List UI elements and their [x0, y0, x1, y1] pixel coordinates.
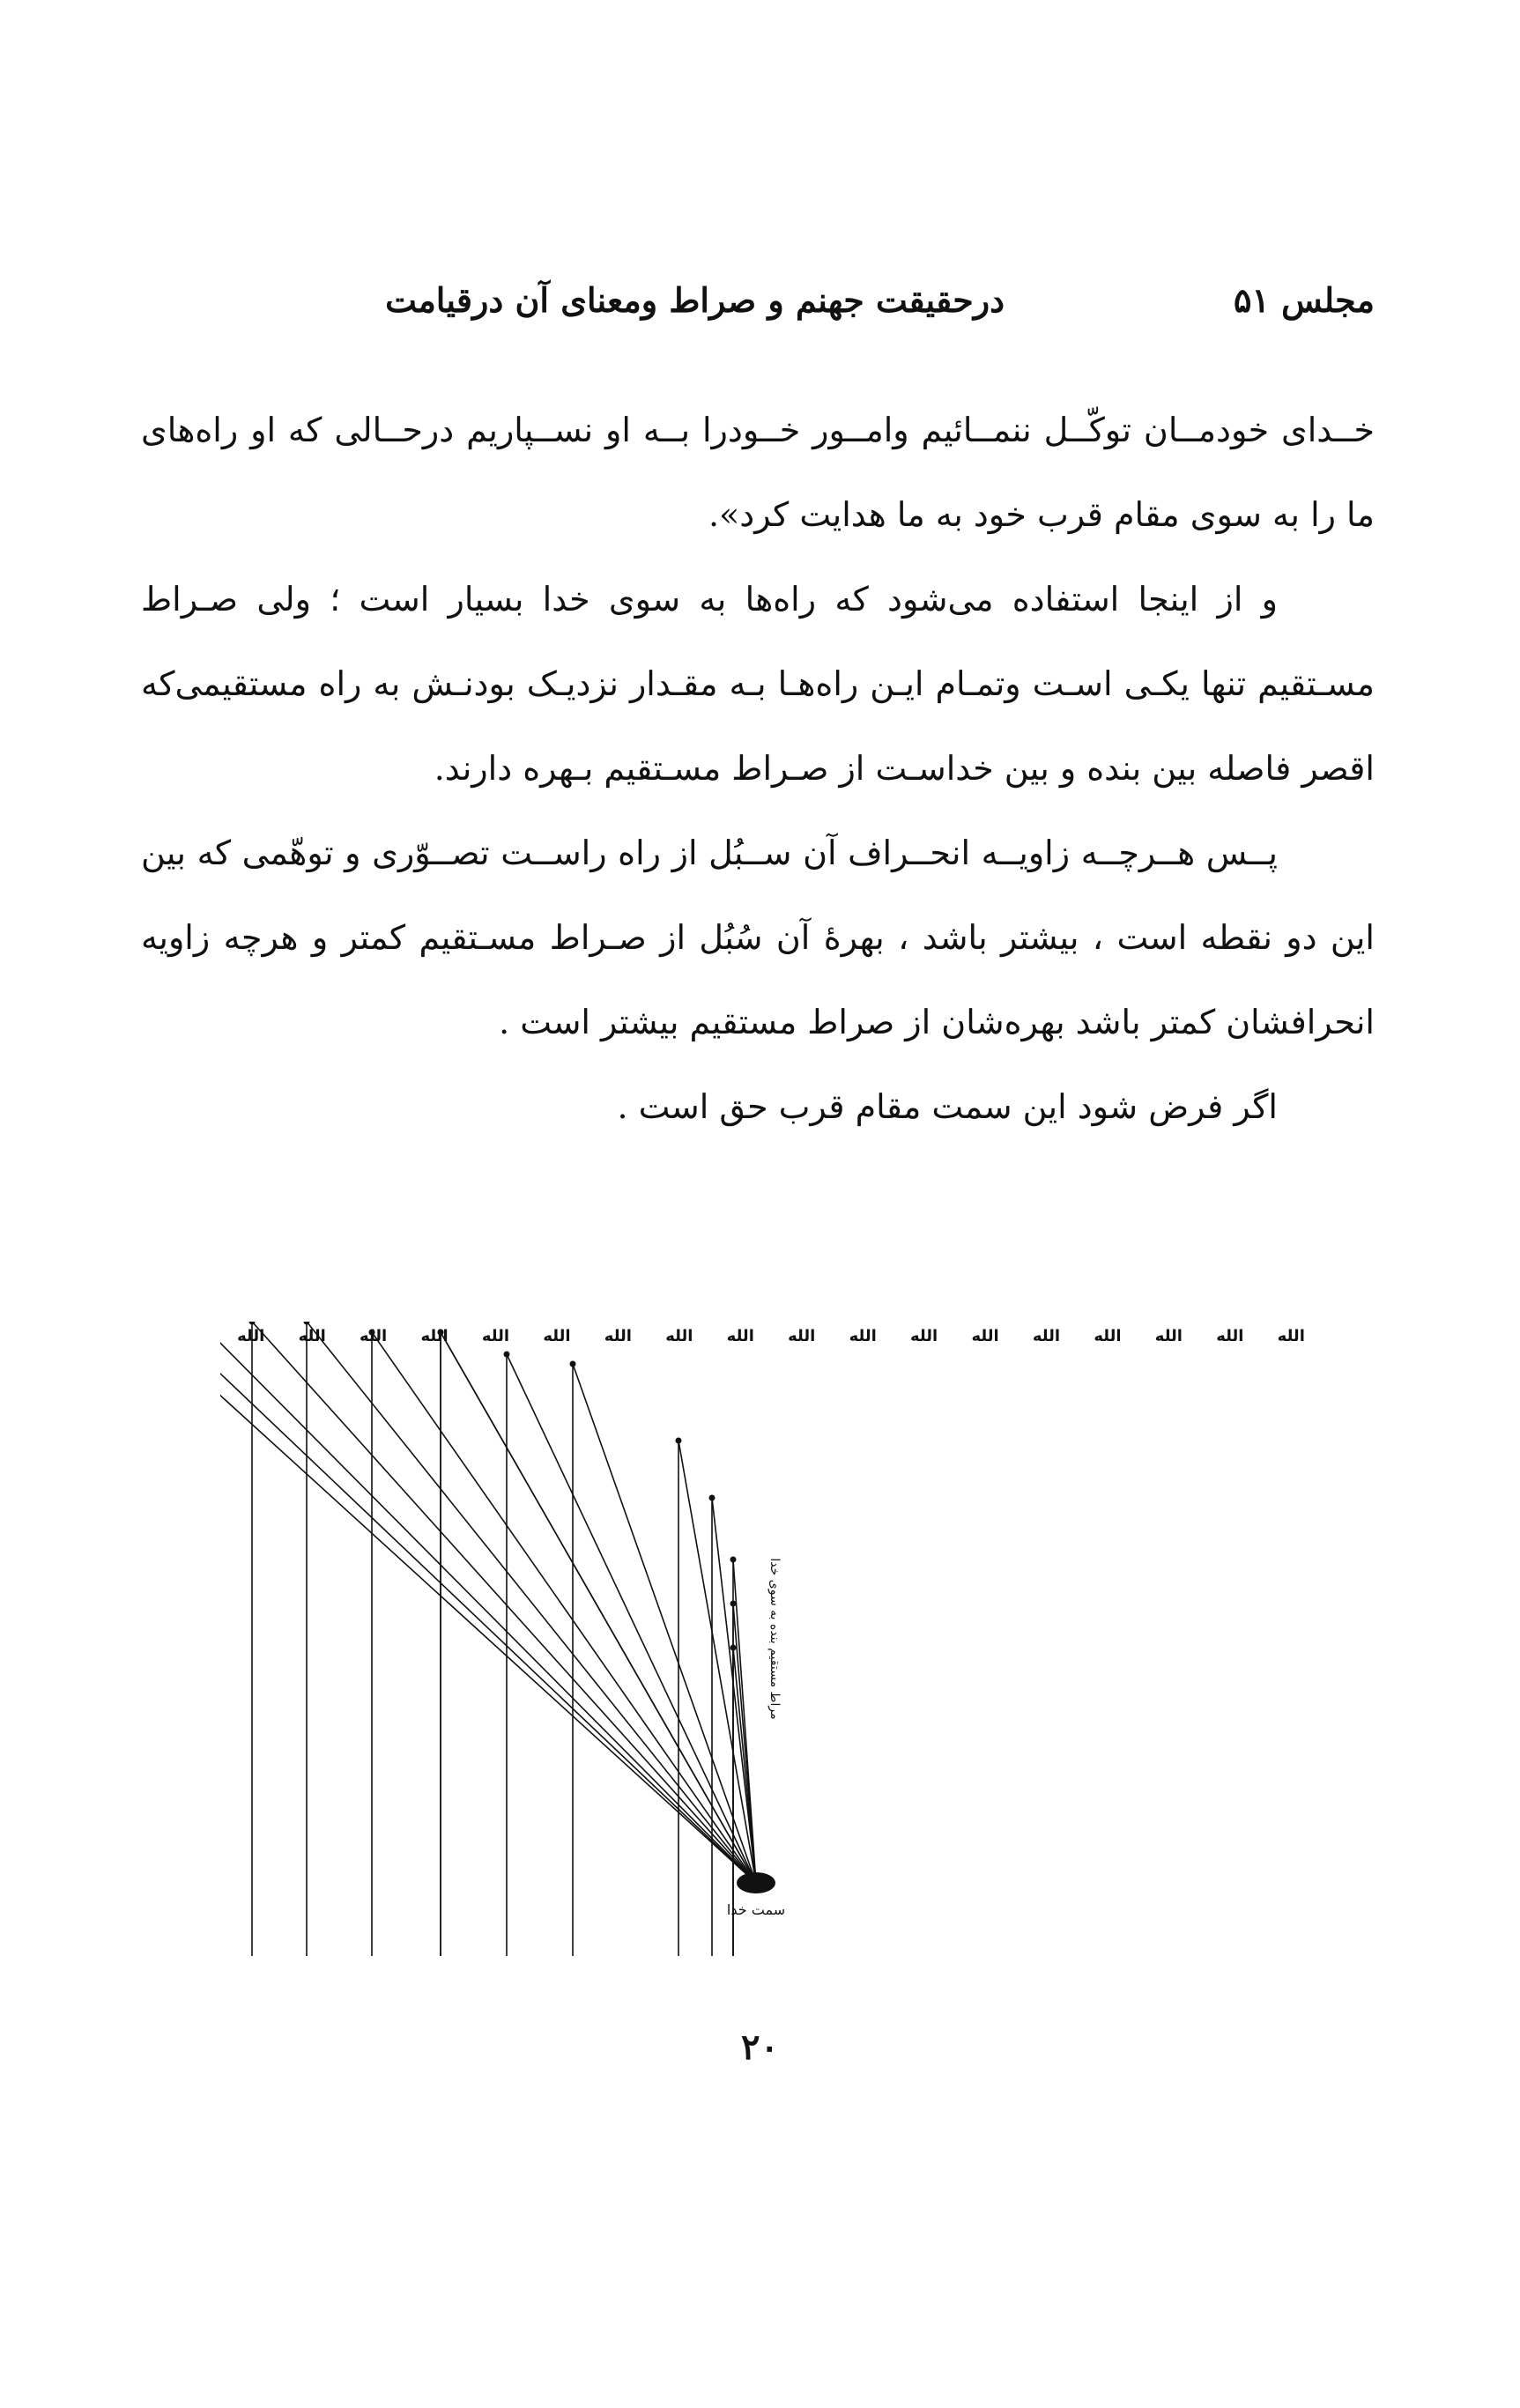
- ray-line: [220, 1322, 756, 1883]
- ray-line: [372, 1332, 756, 1883]
- ray-line: [220, 1322, 756, 1883]
- ray-line: [252, 1322, 756, 1883]
- ray-line: [441, 1332, 756, 1883]
- top-label-row: [237, 1327, 1305, 1345]
- allah-label: الله: [298, 1327, 326, 1345]
- origin-point: [737, 1872, 775, 1893]
- paragraph-2: و از اینجا استفاده می‌شود که راه‌ها به سوی خدا بسیار است ؛ ولی صـراط مسـتقیم تنها یکـی اسـت وتمـام ایـن راه‌هـا بـه مقـدار نزدیـک بودنـش به راه مستقیمی‌که اقصر فاصله بین بنده و بین خداسـت از صـراط مسـتقیم بـهره دارند.: [141, 580, 1375, 788]
- allah-label: الله: [971, 1327, 999, 1345]
- ray-end-point: [676, 1438, 682, 1444]
- chapter-title: درحقیقت جهنم و صراط ومعنای آن درقیامت: [385, 280, 1005, 320]
- allah-label: الله: [543, 1327, 571, 1345]
- page-number: ۲۰: [741, 2026, 779, 2068]
- ray-line: [712, 1498, 756, 1883]
- straight-path-label: مراط مستقیم بنده به سوی خدا: [767, 1558, 782, 1720]
- allah-label: الله: [910, 1327, 938, 1345]
- ray-end-point: [730, 1645, 737, 1651]
- paths-diagram: [220, 1322, 1322, 1956]
- allah-label: الله: [1094, 1327, 1122, 1345]
- running-header: [141, 280, 1375, 342]
- ray-line: [573, 1364, 756, 1883]
- ray-end-point: [570, 1361, 576, 1367]
- paragraph-3: پــس هــرچــه زاویــه انحــراف آن ســبُل از راه راســت تصــوّری و توهّمی که بین این دو نقطه است ، بیشتر باشد ، بهرهٔ آن سُبُل از صـراط مسـتقیم کمتر و هرچه زاویه انحرافشان کمتر باشد بهره‌شان از صراط مستقیم بیشتر است .: [141, 834, 1375, 1041]
- chapter-label: مجلس ۵۱: [1234, 280, 1375, 320]
- ray-end-point: [504, 1352, 510, 1358]
- ray-end-point: [730, 1601, 737, 1607]
- allah-label: الله: [849, 1327, 877, 1345]
- paths-diagram-svg: [220, 1322, 1322, 1956]
- ray-line: [220, 1322, 756, 1883]
- allah-label: الله: [481, 1327, 510, 1345]
- allah-label: الله: [665, 1327, 693, 1345]
- allah-label: الله: [237, 1327, 265, 1345]
- allah-label: الله: [420, 1327, 449, 1345]
- allah-label: الله: [1277, 1327, 1305, 1345]
- allah-label: الله: [788, 1327, 816, 1345]
- paragraph-4: اگر فرض شود این سمت مقام قرب حق است .: [617, 1087, 1278, 1126]
- allah-label: الله: [360, 1327, 388, 1345]
- ray-end-point: [709, 1495, 716, 1501]
- allah-label: الله: [1216, 1327, 1244, 1345]
- body-text: [141, 388, 1375, 1149]
- allah-label: الله: [604, 1327, 632, 1345]
- ray-group: [220, 1322, 756, 1956]
- allah-label: الله: [1154, 1327, 1183, 1345]
- origin-label: سمت خدا: [726, 1901, 786, 1918]
- paragraph-1: خــدای خودمــان توکّــل ننمــائیم وامــور خــودرا بــه او نســپاریم درحــالی که او راه‌های ما را به سوی مقام قرب خود به ما هدایت کرد».: [141, 411, 1375, 534]
- ray-end-point: [730, 1557, 737, 1563]
- allah-label: الله: [1032, 1327, 1061, 1345]
- allah-label: الله: [726, 1327, 754, 1345]
